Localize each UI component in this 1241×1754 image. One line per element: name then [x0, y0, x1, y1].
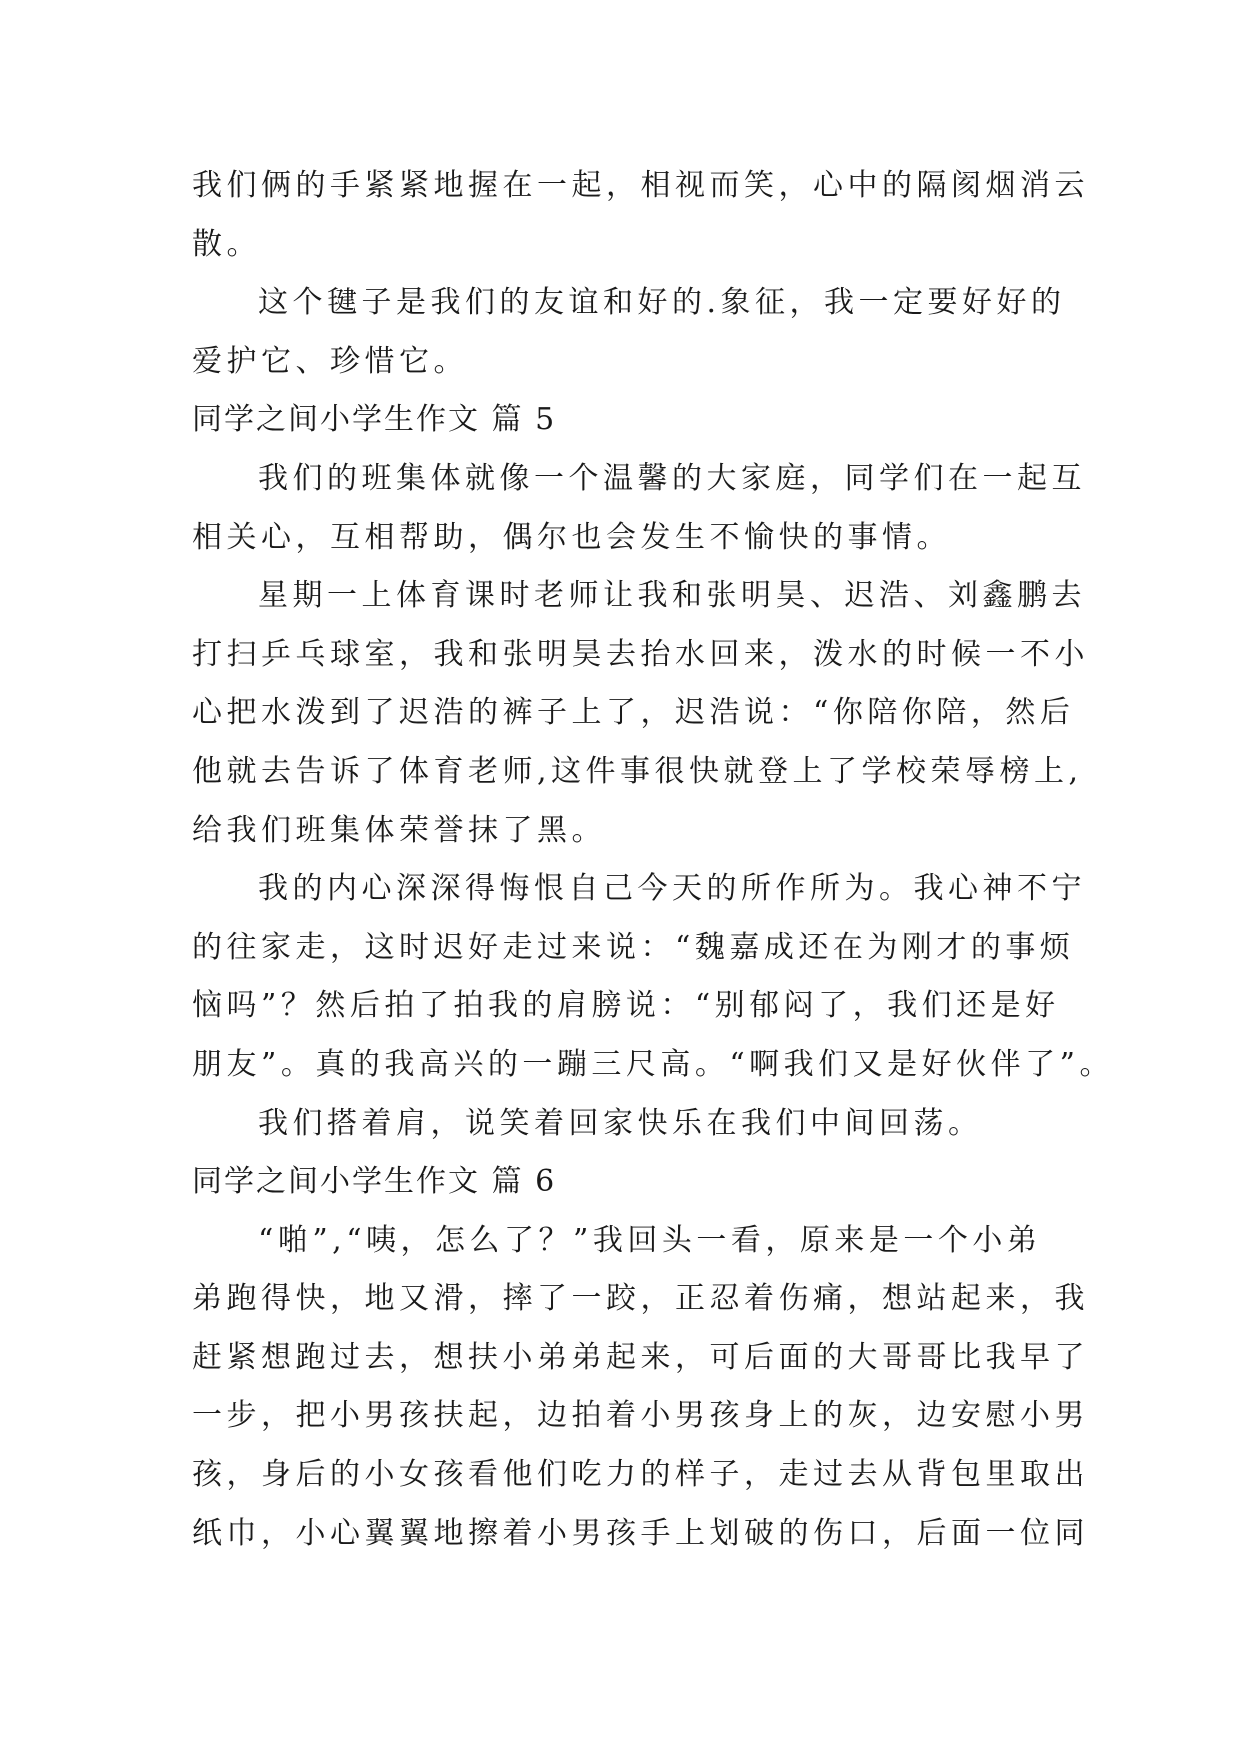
- text-line: 相关心，互相帮助，偶尔也会发生不愉快的事情。: [192, 519, 951, 555]
- text-line: 爱护它、珍惜它。: [192, 343, 468, 379]
- text-line: 他就去告诉了体育老师,这件事很快就登上了学校荣辱榜上,: [192, 753, 1083, 789]
- text-line: 纸巾，小心翼翼地擦着小男孩手上划破的伤口，后面一位同: [192, 1515, 1089, 1551]
- paragraph-start: 我们的班集体就像一个温馨的大家庭，同学们在一起互: [258, 460, 1086, 496]
- text-line: 孩，身后的小女孩看他们吃力的样子，走过去从背包里取出: [192, 1457, 1089, 1493]
- text-line: 恼吗”？然后拍了拍我的肩膀说：“别郁闷了，我们还是好: [192, 988, 1060, 1024]
- text-line: 打扫乒乓球室，我和张明昊去抬水回来，泼水的时候一不小: [192, 636, 1089, 672]
- document-page: [192, 157, 1115, 1563]
- text-line: 我们俩的手紧紧地握在一起，相视而笑，心中的隔阂烟消云: [192, 168, 1089, 203]
- text-line: 散。: [192, 226, 261, 262]
- text-line: 心把水泼到了迟浩的裤子上了，迟浩说：“你陪你陪，然后: [192, 695, 1075, 731]
- text-line: 弟跑得快，地又滑，摔了一跤，正忍着伤痛，想站起来，我: [192, 1281, 1089, 1317]
- section-heading: 同学之间小学生作文 篇 5: [192, 402, 557, 438]
- text-line: 朋友”。真的我高兴的一蹦三尺高。“啊我们又是好伙伴了”。: [192, 1046, 1115, 1082]
- text-line: 一步，把小男孩扶起，边拍着小男孩身上的灰，边安慰小男: [192, 1398, 1089, 1434]
- text-line: 的往家走，这时迟好走过来说：“魏嘉成还在为刚才的事烦: [192, 929, 1075, 965]
- section-heading: 同学之间小学生作文 篇 6: [192, 1164, 557, 1200]
- paragraph-start: 星期一上体育课时老师让我和张明昊、迟浩、刘鑫鹏去: [258, 578, 1086, 614]
- text-line: 赶紧想跑过去，想扶小弟弟起来，可后面的大哥哥比我早了: [192, 1339, 1089, 1375]
- paragraph-start: 这个毽子是我们的友谊和好的.象征，我一定要好好的: [258, 285, 1066, 321]
- paragraph-start: 我的内心深深得悔恨自己今天的所作所为。我心神不宁: [258, 871, 1086, 907]
- paragraph-start: 我们搭着肩，说笑着回家快乐在我们中间回荡。: [258, 1105, 983, 1141]
- text-line: 给我们班集体荣誉抹了黑。: [192, 812, 606, 848]
- paragraph-start: “啪”,“咦，怎么了？”我回头一看，原来是一个小弟: [258, 1222, 1042, 1258]
